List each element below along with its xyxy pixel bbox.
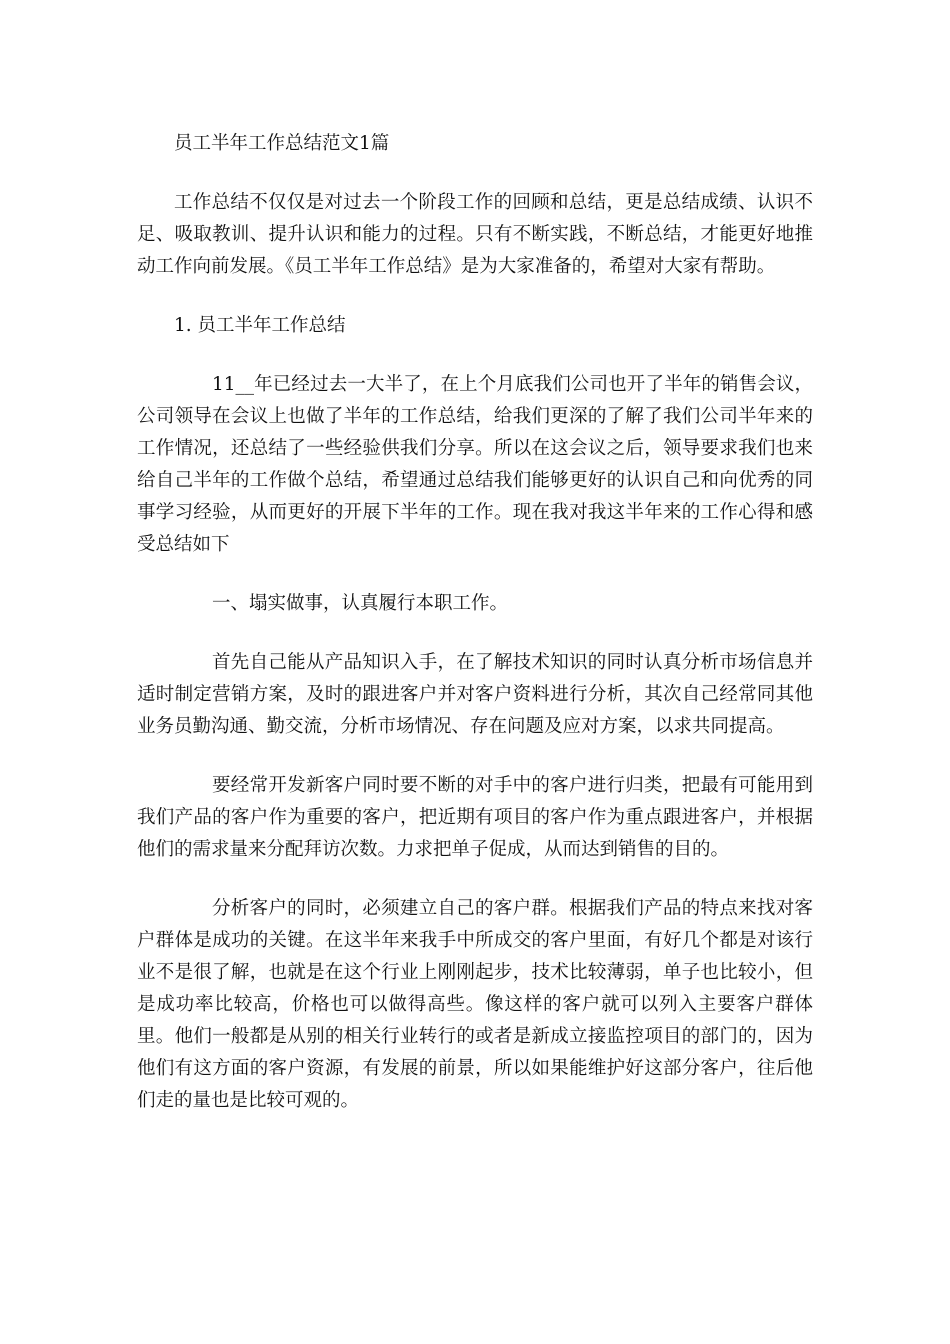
body-paragraph-1: 11__年已经过去一大半了，在上个月底我们公司也开了半年的销售会议，公司领导在会议上也做了半年的工作总结，给我们更深的了解了我们公司半年来的工作情况，还总结了一些经验供我们分享。所以在这会议之后，领导要求我们也来给自己半年的工作做个总结，希望通过总结我们能够更好的认识自己和向优秀的同事学习经验，从而更好的开展下半年的工作。现在我对我这半年来的工作心得和感受总结如下 — [137, 374, 813, 555]
document-title: 员工半年工作总结范文1篇 — [174, 133, 390, 154]
section-heading: 1. 员工半年工作总结 — [174, 315, 346, 336]
body-paragraph-4: 分析客户的同时，必须建立自己的客户群。根据我们产品的特点来找对客户群体是成功的关键。在这半年来我手中所成交的客户里面，有好几个都是对该行业不是很了解，也就是在这个行业上刚刚起步，技术比较薄弱，单子也比较小，但是成功率比较高，价格也可以做得高些。像这样的客户就可以列入主要客户群体里。他们一般都是从别的相关行业转行的或者是新成立接监控项目的部门的，因为他们有这方面的客户资源，有发展的前景，所以如果能维护好这部分客户，往后他们走的量也是比较可观的。 — [137, 898, 813, 1111]
body-paragraph-2: 首先自己能从产品知识入手，在了解技术知识的同时认真分析市场信息并适时制定营销方案，及时的跟进客户并对客户资料进行分析，其次自己经常同其他业务员勤沟通、勤交流，分析市场情况、存在问题及应对方案，以求共同提高。 — [137, 652, 813, 737]
subheading-1: 一、塌实做事，认真履行本职工作。 — [212, 593, 509, 614]
intro-paragraph: 工作总结不仅仅是对过去一个阶段工作的回顾和总结，更是总结成绩、认识不足、吸取教训、提升认识和能力的过程。只有不断实践，不断总结，才能更好地推动工作向前发展。《员工半年工作总结》是为大家准备的，希望对大家有帮助。 — [137, 192, 813, 277]
document-page — [137, 128, 813, 1117]
body-paragraph-3: 要经常开发新客户同时要不断的对手中的客户进行归类，把最有可能用到我们产品的客户作为重要的客户，把近期有项目的客户作为重点跟进客户，并根据他们的需求量来分配拜访次数。力求把单子促成，从而达到销售的目的。 — [137, 775, 813, 860]
